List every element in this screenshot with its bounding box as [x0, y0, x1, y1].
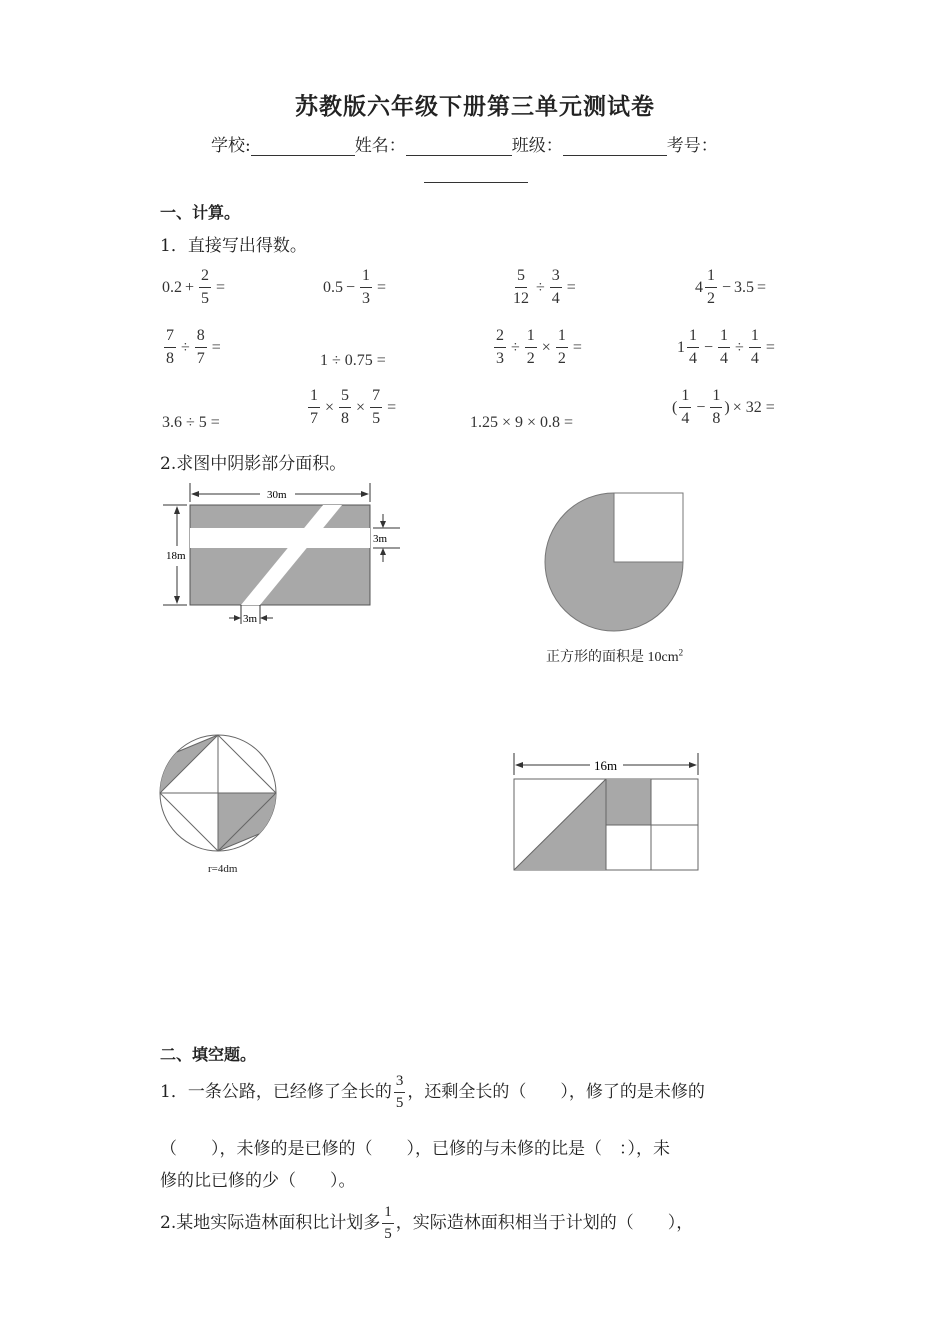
number-label: 考号：: [666, 136, 718, 156]
figure-rectangle-roads: [155, 478, 405, 628]
school-blank[interactable]: [251, 137, 355, 156]
fig1-height-label: 18m: [166, 550, 186, 562]
expr-r1c3: $\frac{5}{12}$ ÷ $\frac{3}{4}$ =: [513, 267, 576, 307]
expr-r2c4: 1 $\frac{1}{4}$ − $\frac{1}{4}$ ÷ $\frac{1}{4}$ =: [677, 327, 775, 367]
fig1-width-label: 30m: [267, 489, 287, 501]
expr-r3c3: 1.25 × 9 × 0.8 =: [470, 414, 574, 431]
number-blank[interactable]: [424, 182, 528, 183]
section2-q1-line2: （ ），未修的是已修的（ ），已修的与未修的比是（ ：），未: [160, 1139, 670, 1159]
fig1-road-v-label: 3m: [243, 613, 258, 625]
section1-heading: 一、计算。: [160, 203, 241, 222]
fig1-road-h: [190, 528, 370, 548]
expr-r3c1: 3.6 ÷ 5 =: [162, 414, 220, 431]
class-blank[interactable]: [563, 137, 667, 156]
fig1-rect: [190, 505, 370, 605]
expr-r1c2: 0.5 − $\frac{1}{3}$ =: [323, 267, 387, 307]
school-label: 学校:: [211, 136, 251, 156]
fig3-caption: r=4dm: [208, 863, 238, 875]
section1-q2: 2.求图中阴影部分面积。: [160, 454, 347, 474]
class-label: 班级：: [511, 136, 563, 156]
fig4-width-label: 16m: [594, 758, 618, 773]
expr-r3c4: ( $\frac{1}{4}$ − $\frac{1}{8}$ ) × 32 =: [672, 387, 775, 427]
name-label: 姓名：: [354, 136, 406, 156]
expr-r2c2: 1 ÷ 0.75 =: [320, 352, 386, 369]
fig4-shaded-square: [606, 779, 651, 825]
fig2-square: [614, 493, 683, 562]
section2-q2-line1: 2.某地实际造林面积比计划多 $\frac{1}{5}$ ，实际造林面积相当于计划的（ ），: [160, 1204, 694, 1242]
section2-q1-line1: 1．一条公路，已经修了全长的 $\frac{3}{5}$ ，还剩全长的（ ），修了的是未修的: [160, 1073, 705, 1111]
info-line: [211, 131, 718, 156]
name-blank[interactable]: [406, 137, 512, 156]
figure-rectangle-squares: [505, 748, 705, 873]
fig2-caption: 正方形的面积是 $10cm^2$: [546, 647, 684, 665]
section2-heading: 二、填空题。: [160, 1045, 257, 1064]
expr-r3c2: $\frac{1}{7}$ × $\frac{5}{8}$ × $\frac{7}{5}$ =: [310, 387, 397, 427]
section1-q1: 1．直接写出得数。: [160, 236, 307, 256]
figure-circle-square: [540, 488, 690, 638]
figure-circle-triangles: [155, 730, 285, 860]
expr-r2c1: $\frac{7}{8}$ ÷ $\frac{8}{7}$ =: [166, 327, 221, 367]
expr-r2c3: $\frac{2}{3}$ ÷ $\frac{1}{2}$ × $\frac{1}{2}$ =: [496, 327, 582, 367]
section2-q1-line3: 修的比已修的少（ ）。: [160, 1171, 356, 1191]
expr-r1c1: 0.2 + $\frac{2}{5}$ =: [162, 267, 226, 307]
page-title: 苏教版六年级下册第三单元测试卷: [295, 94, 655, 120]
expr-r1c4: 4 $\frac{1}{2}$ − 3.5 =: [695, 267, 767, 307]
fig1-road-h-label: 3m: [373, 533, 388, 545]
